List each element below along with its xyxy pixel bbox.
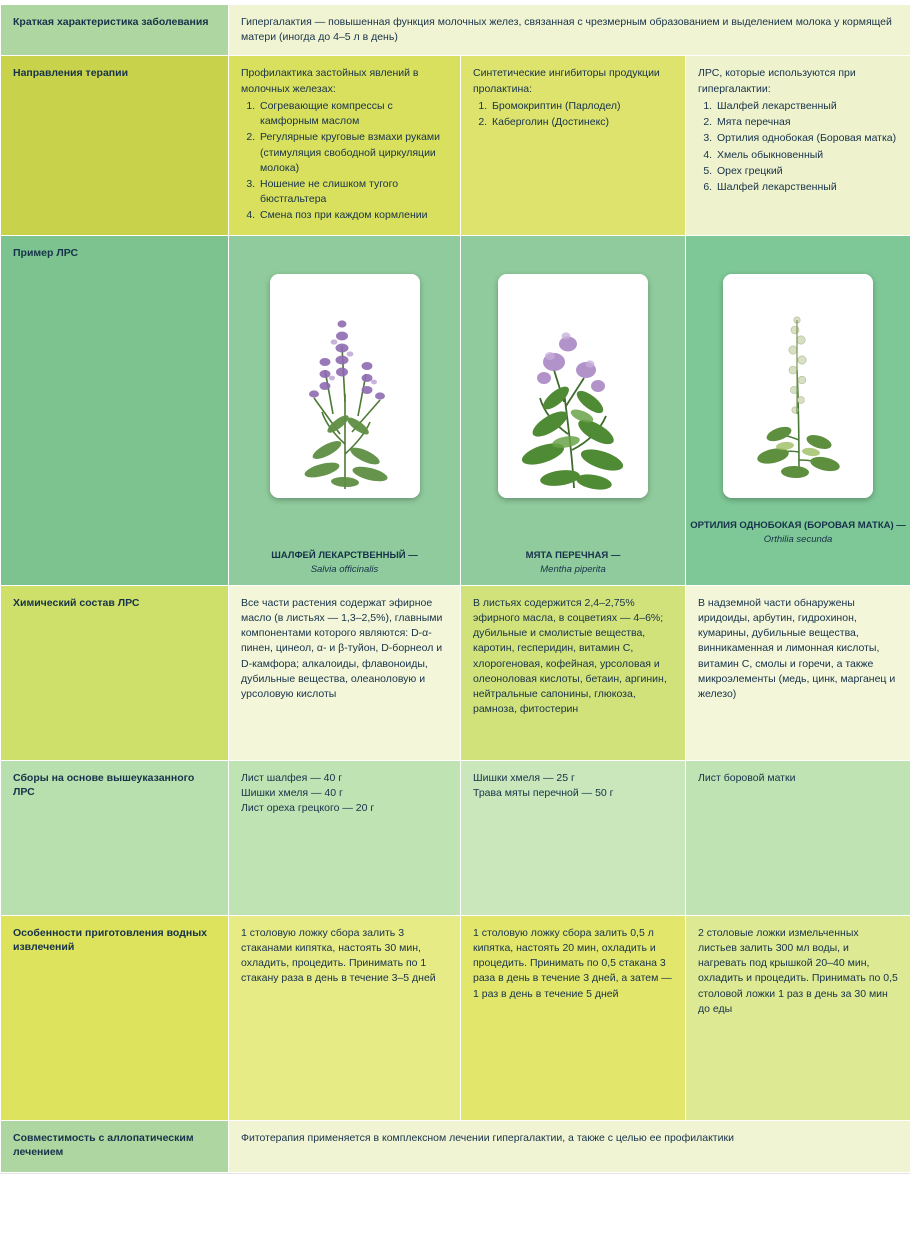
row-label-brief-cell [1,5,229,56]
table-row-brief [1,5,910,56]
list-item: 5. Орех грецкий [715,164,900,179]
row-label-compatibility: Совместимость с аллопатическим лечением [13,1131,194,1158]
brief-text-cell [229,5,910,56]
example-sage-cell [229,235,461,585]
collections-col1-line2: Шишки хмеля — 40 г [241,786,343,799]
preparation-col1: 1 столовую ложку сбора залить 3 стаканами кипятка, настоять 30 мин, охладить, процедить. Принимать по 1 стакану раза в день в течение 3–5 дней [241,926,436,985]
table-row-collections [1,760,910,915]
therapy-col3-list [698,99,900,195]
list-item: 1. Согревающие компрессы с камфорным маслом [258,99,450,129]
mint-caption [526,550,621,578]
orthilia-plant-block [686,236,910,548]
preparation-col3: 2 столовые ложки измельченных листьев залить 300 мл воды, и нагревать под крышкой 20–40 мин, охладить и процедить. Принимать по 0,5 столовой ложки 1 раз в день за 30 мин до еды [698,926,898,1015]
mint-plant-block [461,236,685,578]
preparation-col1-cell [229,915,461,1120]
list-item: 1. Бромокриптин (Парлодел) [490,99,675,114]
composition-col2-cell [461,585,686,760]
table-row-preparation [1,915,910,1120]
table-row-example [1,235,910,585]
table-row-composition [1,585,910,760]
peppermint-plant-illustration [498,274,648,498]
compatibility-text-cell [229,1120,910,1172]
therapy-col3-cell [686,56,910,235]
preparation-col2: 1 столовую ложку сбора залить 0,5 л кипятка, настоять 20 мин, охладить и процедить. Принимать по 0,5 стакана 3 раза в день в течение 3 дней, а затем — 1 раз в день в течение 5 дней [473,926,672,1000]
collections-col1-cell [229,760,461,915]
collections-col2-cell [461,760,686,915]
row-label-collections-cell [1,760,229,915]
orthilia-plant-illustration [723,274,873,498]
list-item: 3. Ношение не слишком тугого бюстгальтера [258,177,450,207]
preparation-col2-cell [461,915,686,1120]
row-label-preparation-cell [1,915,229,1120]
row-label-compatibility-cell [1,1120,229,1172]
collections-col2-line1: Шишки хмеля — 25 г [473,771,575,784]
therapy-col3-title: ЛРС, которые используются при гипергалактии: [698,67,856,95]
therapy-col2-list [473,99,675,130]
main-table [0,4,910,1173]
row-label-collections: Сборы на основе вышеуказанного ЛРС [13,771,195,798]
list-item: 4. Смена поз при каждом кормлении [258,208,450,223]
orthilia-caption [690,520,906,548]
table-row-compatibility [1,1120,910,1172]
example-orthilia-cell [686,235,910,585]
preparation-col3-cell [686,915,910,1120]
sage-latin: Salvia officinalis [310,564,379,576]
composition-col1: Все части растения содержат эфирное масло (в листьях — 1,3–2,5%), главными компонентами которого являются: D-α-пинен, цинеол, α- и β-туйон, D-борнеол и D-камфора; алкалоиды, флавоноиды, дубильные вещества, олеаноловую и урсоловую кислоты [241,596,443,700]
collections-col3-cell [686,760,910,915]
composition-col1-cell [229,585,461,760]
therapy-col1-title: Профилактика застойных явлений в молочных железах: [241,67,419,95]
example-mint-cell [461,235,686,585]
therapy-col2-title: Синтетические ингибиторы продукции пролактина: [473,67,660,95]
composition-col3-cell [686,585,910,760]
row-label-therapy-cell [1,56,229,235]
brief-text: Гипергалактия — повышенная функция молочных желез, связанная с чрезмерным образованием и выделением молока у кормящей матери (иногда до 4–5 л в день) [241,16,892,44]
sage-photo-card [270,274,420,498]
therapy-col1-list [241,99,450,224]
therapy-col1-cell [229,56,461,235]
collections-col1-line1: Лист шалфея — 40 г [241,771,343,784]
table-row-therapy [1,56,910,235]
list-item: 4. Хмель обыкновенный [715,148,900,163]
orthilia-latin: Orthilia secunda [763,534,833,546]
collections-col1-line3: Лист ореха грецкого — 20 г [241,802,375,815]
list-item: 6. Шалфей лекарственный [715,180,900,195]
list-item: 2. Мята перечная [715,115,900,130]
mint-name: МЯТА ПЕРЕЧНАЯ — [525,549,621,561]
orthilia-name: ОРТИЛИЯ ОДНОБОКАЯ (БОРОВАЯ МАТКА) — [690,519,906,531]
sage-name: ШАЛФЕЙ ЛЕКАРСТВЕННЫЙ — [271,549,418,561]
collections-col3-line1: Лист боровой матки [698,771,796,784]
row-label-example: Пример ЛРС [13,246,79,259]
sage-caption [271,550,417,578]
row-label-preparation: Особенности приготовления водных извлечений [13,926,208,953]
list-item: 2. Каберголин (Достинекс) [490,115,675,130]
list-item: 2. Регулярные круговые взмахи руками (стимуляция свободной циркуляции молока) [258,130,450,176]
composition-col3: В надземной части обнаружены иридоиды, арбутин, гидрохинон, кумарины, дубильные вещества, винникаменная и лимонная кислоты, витамин С, смолы и горечи, а также микроэлементы (медь, цинк, марганец и железо) [698,596,896,700]
list-item: 1. Шалфей лекарственный [715,99,900,114]
compatibility-text: Фитотерапия применяется в комплексном лечении гипергалактии, а также с целью ее профилактики [241,1131,734,1144]
row-label-therapy: Направления терапии [13,67,129,80]
mint-latin: Mentha piperita [540,564,606,576]
therapy-col2-cell [461,56,686,235]
row-label-example-cell [1,235,229,585]
row-label-composition: Химический состав ЛРС [13,596,140,609]
sage-plant-illustration [270,274,420,498]
page-bottom-edge [0,1173,910,1188]
row-label-composition-cell [1,585,229,760]
collections-col2-line2: Трава мяты перечной — 50 г [473,786,614,799]
sage-plant-block [229,236,460,578]
composition-col2: В листьях содержится 2,4–2,75% эфирного масла, в соцветиях — 4–6%; дубильные и смолистые вещества, каротин, гесперидин, витамин С, хлорогеновая, кофейная, урсоловая и олеоноловая кислоты, бетаин, аргинин, нейтральные сапонины, глюкоза, рамноза, фитостерин [473,596,667,716]
orthilia-photo-card [723,274,873,498]
row-label-brief: Краткая характеристика заболевания [13,16,209,28]
list-item: 3. Ортилия однобокая (Боровая матка) [715,131,900,146]
mint-photo-card [498,274,648,498]
